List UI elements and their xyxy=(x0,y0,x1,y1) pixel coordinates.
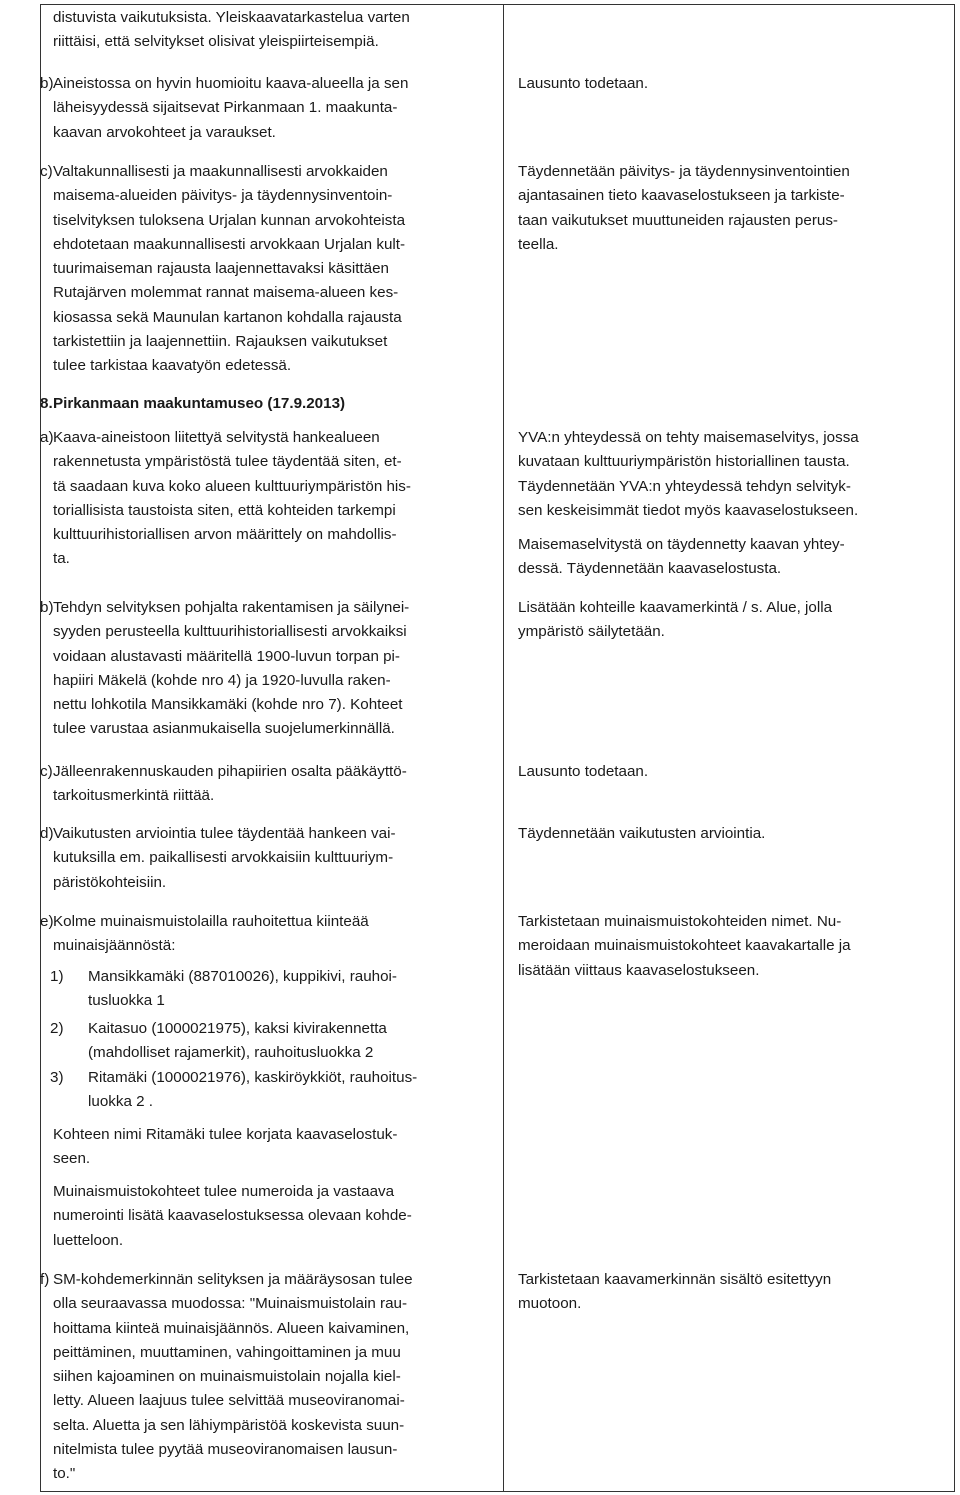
response-cell xyxy=(518,760,948,784)
text-line: olla seuraavassa muodossa: "Muinaismuistolain rau- xyxy=(53,1295,408,1313)
response-text: lisätään viittaus kaavaselostukseen. xyxy=(518,961,760,979)
text-line: Kohteen nimi Ritamäki tulee korjata kaavaselostuk- xyxy=(53,1126,398,1143)
item-text xyxy=(53,822,495,895)
text-line: distuvista vaikutuksista. Yleiskaavatarkastelua varten xyxy=(53,9,410,26)
text-line: peittäminen, muuttaminen, vahingoittaminen ja muu xyxy=(53,1343,401,1361)
response-text: Lisätään kohteille kaavamerkintä / s. Alue, jolla xyxy=(518,599,833,616)
text-line: Jälleenrakennuskauden pihapiirien osalta pääkäyttö- xyxy=(53,763,407,780)
text-line: (mahdolliset rajamerkit), rauhoitusluokka 2 xyxy=(88,1044,374,1062)
text-line: Ritamäki (1000021976), kaskiröykkiöt, rauhoitus- xyxy=(88,1069,418,1086)
response-cell xyxy=(518,72,948,96)
item-text xyxy=(53,760,495,809)
item-label: c) xyxy=(40,763,53,780)
text-line: letty. Alueen laajuus tulee selvittää museoviranomai- xyxy=(53,1392,405,1410)
text-line: syyden perusteella kulttuurihistoriallisesti arvokkaiksi xyxy=(53,623,407,641)
text-line: tuurimaiseman rajausta laajennettavaksi käsittäen xyxy=(53,260,389,278)
sub-item-text xyxy=(88,1017,500,1066)
text-line: kaavan arvokohteet ja varaukset. xyxy=(53,123,276,141)
text-line: hapiiri Mäkelä (kohde nro 4) ja 1920-luvulla raken- xyxy=(53,671,391,689)
response-text: meroidaan muinaismuistokohteet kaavakartalle ja xyxy=(518,937,851,955)
response-text: teella. xyxy=(518,235,559,253)
text-line: tulee tarkistaa kaavatyön edetessä. xyxy=(53,357,292,375)
row-divider xyxy=(41,1491,954,1492)
text-line: Muinaismuistokohteet tulee numeroida ja vastaava xyxy=(53,1183,395,1200)
response-text: ympäristö säilytetään. xyxy=(518,623,665,641)
text-line: päristökohteisiin. xyxy=(53,873,167,891)
item-label: b) xyxy=(40,75,54,92)
text-line: kiosassa sekä Maunulan kartanon kohdalla rajausta xyxy=(53,308,402,326)
text-line: numerointi lisätä kaavaselostuksessa olevaan kohde- xyxy=(53,1207,412,1225)
column-divider xyxy=(503,5,504,1491)
text-line: tiselvityksen tuloksena Urjalan kunnan arvokohteista xyxy=(53,211,406,229)
text-line: riittäisi, että selvitykset olisivat yleispiirteisempiä. xyxy=(53,33,379,51)
text-line: tulee varustaa asianmukaisella suojelumerkinnällä. xyxy=(53,720,395,738)
text-line: tusluokka 1 xyxy=(88,992,165,1010)
text-line: siihen kajoaminen on muinaismuistolain nojalla kiel- xyxy=(53,1368,401,1386)
response-text: kuvataan kulttuuriympäristön historiallinen tausta. xyxy=(518,453,850,471)
section-number: 8. xyxy=(40,395,53,412)
text-line: kutuksilla em. paikallisesti arvokkaisiin kulttuuriym- xyxy=(53,849,394,867)
text-line: toriallisista taustoista siten, että kohteiden tarkempi xyxy=(53,501,396,519)
text-line: maisema-alueiden päivitys- ja täydennysinventoin- xyxy=(53,187,393,205)
response-text: YVA:n yhteydessä on tehty maisemaselvitys, jossa xyxy=(518,429,859,446)
text-line: Kolme muinaismuistolailla rauhoitettua kiinteää xyxy=(53,913,369,930)
item-label: c) xyxy=(40,163,53,180)
text-line: Kaava-aineistoon liitettyä selvitystä hankealueen xyxy=(53,429,380,446)
response-text: Lausunto todetaan. xyxy=(518,75,649,92)
item-label: f) xyxy=(40,1271,50,1288)
sub-item-number: 2) xyxy=(50,1020,64,1037)
response-text: Tarkistetaan kaavamerkinnän sisältö esitettyyn xyxy=(518,1271,832,1288)
table-row xyxy=(53,6,508,55)
text-line: selta. Aluetta ja sen lähiympäristöä koskevista suun- xyxy=(53,1416,405,1434)
item-text xyxy=(53,426,495,572)
text-line: kulttuurihistoriallisen arvon määrittely on mahdollis- xyxy=(53,526,397,544)
item-text xyxy=(53,596,495,742)
item-text xyxy=(53,72,495,145)
response-cell xyxy=(518,160,948,257)
text-line: Kaitasuo (1000021975), kaksi kivirakennetta xyxy=(88,1020,387,1037)
text-line: tarkoitusmerkintä riittää. xyxy=(53,787,215,805)
response-text: ajantasainen tieto kaavaselostukseen ja tarkiste- xyxy=(518,187,845,205)
item-label: a) xyxy=(40,429,54,446)
text-line: ta. xyxy=(53,550,70,568)
text-line: läheisyydessä sijaitsevat Pirkanmaan 1. maakunta- xyxy=(53,99,398,117)
item-label: b) xyxy=(40,599,54,616)
text-line: voidaan alustavasti määritellä 1900-luvun torpan pi- xyxy=(53,647,400,665)
response-text: muotoon. xyxy=(518,1295,582,1313)
text-line: to." xyxy=(53,1465,76,1483)
response-text: Lausunto todetaan. xyxy=(518,763,649,780)
text-line: tä saadaan kuva koko alueen kulttuuriympäristön his- xyxy=(53,477,411,495)
text-line: SM-kohdemerkinnän selityksen ja määräysosan tulee xyxy=(53,1271,413,1288)
text-line: ehdotetaan maakunnallisesti arvokkaan Urjalan kult- xyxy=(53,235,406,253)
sub-item-text xyxy=(88,965,500,1014)
response-text: Tarkistetaan muinaismuistokohteiden nimet. Nu- xyxy=(518,913,842,930)
paragraph-text xyxy=(53,1180,495,1253)
response-cell xyxy=(518,822,948,846)
text-line: nitelmista tulee pyytää museoviranomaisen lausun- xyxy=(53,1441,398,1459)
text-line: rakennetusta ympäristöstä tulee täydentää siten, et- xyxy=(53,453,402,471)
response-text: Täydennetään päivitys- ja täydennysinventointien xyxy=(518,163,850,180)
section-title: Pirkanmaan maakuntamuseo (17.9.2013) xyxy=(53,395,346,412)
text-line: luetteloon. xyxy=(53,1231,124,1249)
response-text: dessä. Täydennetään kaavaselostusta. xyxy=(518,560,782,578)
response-cell xyxy=(518,910,948,983)
sub-item-text xyxy=(88,1066,500,1115)
item-text xyxy=(53,1268,495,1487)
text-line: Tehdyn selvityksen pohjalta rakentamisen ja säilynei- xyxy=(53,599,410,616)
text-line: seen. xyxy=(53,1150,91,1168)
text-line: luokka 2 . xyxy=(88,1093,154,1111)
sub-item-number: 1) xyxy=(50,968,64,985)
response-text: Täydennetään YVA:n yhteydessä tehdyn selvityk- xyxy=(518,477,851,495)
text-line: Mansikkamäki (887010026), kuppikivi, rauhoi- xyxy=(88,968,397,985)
response-text: taan vaikutukset muuttuneiden rajausten perus- xyxy=(518,211,838,229)
text-line: muinaisjäännöstä: xyxy=(53,937,176,955)
spacer xyxy=(518,523,948,533)
paragraph-text xyxy=(53,1123,495,1172)
response-text: Maisemaselvitystä on täydennetty kaavan yhtey- xyxy=(518,536,845,554)
item-text xyxy=(53,910,495,959)
sub-item-number: 3) xyxy=(50,1069,64,1086)
text-line: nettu lohkotila Mansikkamäki (kohde nro 7). Kohteet xyxy=(53,696,403,714)
response-cell xyxy=(518,426,948,582)
response-text: Täydennetään vaikutusten arviointia. xyxy=(518,825,766,842)
text-line: tarkistettiin ja laajennettiin. Rajauksen vaikutukset xyxy=(53,333,388,351)
response-cell xyxy=(518,1268,948,1317)
item-text xyxy=(53,160,495,379)
document-page xyxy=(40,4,955,1491)
item-label: e) xyxy=(40,913,54,930)
text-line: Valtakunnallisesti ja maakunnallisesti arvokkaiden xyxy=(53,163,388,180)
text-line: Rutajärven molemmat rannat maisema-alueen kes- xyxy=(53,284,399,302)
response-cell xyxy=(518,596,948,645)
response-text: sen keskeisimmät tiedot myös kaavaselostukseen. xyxy=(518,501,859,519)
text-line: Aineistossa on hyvin huomioitu kaava-alueella ja sen xyxy=(53,75,409,92)
text-line: Vaikutusten arviointia tulee täydentää hankeen vai- xyxy=(53,825,396,842)
text-line: hoittama kiinteä muinaisjäännös. Alueen kaivaminen, xyxy=(53,1319,410,1337)
item-label: d) xyxy=(40,825,54,842)
